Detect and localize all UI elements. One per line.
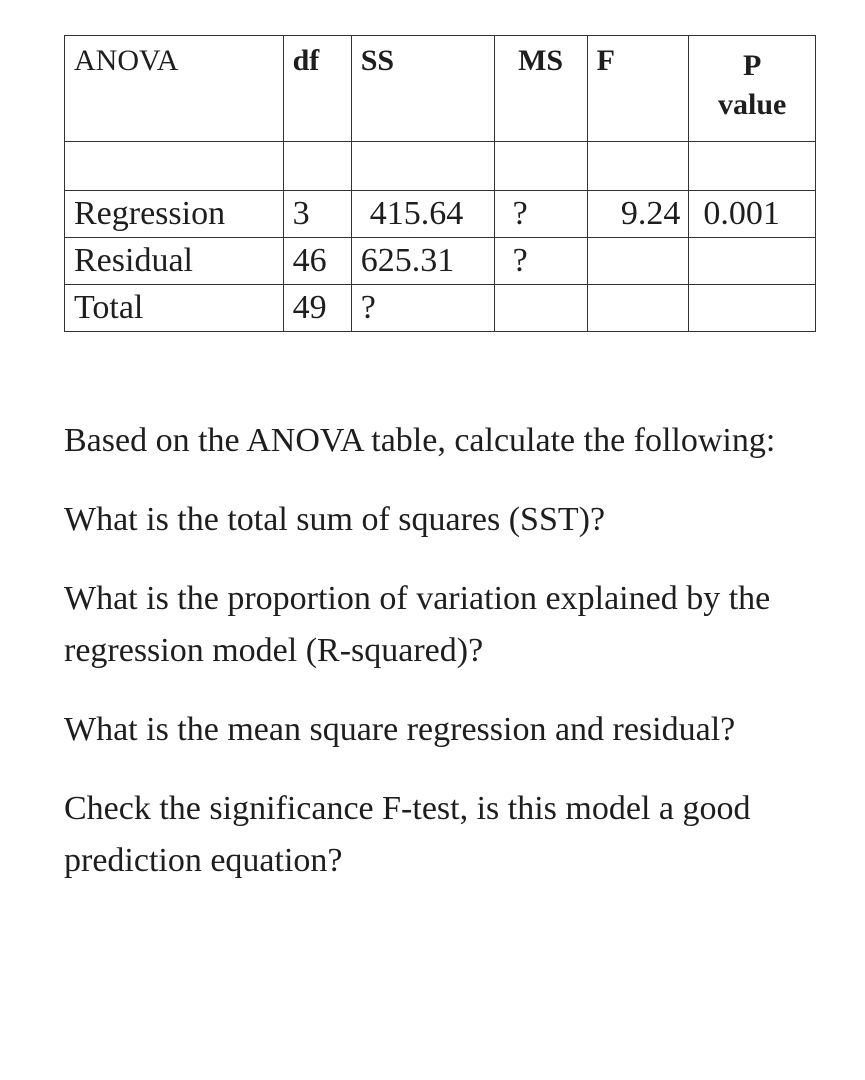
table-cell xyxy=(351,142,494,191)
table-cell xyxy=(689,142,816,191)
header-p-line1: P xyxy=(743,49,762,82)
table-row-residual xyxy=(65,238,816,285)
table-row-regression xyxy=(65,191,816,238)
header-f: F xyxy=(587,36,689,142)
header-source: ANOVA xyxy=(65,36,284,142)
question-mean-square: What is the mean square regression and residual? xyxy=(64,711,736,748)
table-cell xyxy=(283,142,351,191)
row-ss: 625.31 xyxy=(351,238,494,285)
instruction-text: Based on the ANOVA table, calculate the following: xyxy=(64,422,776,459)
row-ss: 415.64 xyxy=(351,191,494,238)
row-ss: ? xyxy=(351,285,494,332)
row-p: 0.001 xyxy=(689,191,816,238)
header-df: df xyxy=(283,36,351,142)
table-cell xyxy=(587,142,689,191)
anova-table xyxy=(64,35,816,332)
row-f: 9.24 xyxy=(587,191,689,238)
row-source: Residual xyxy=(65,238,284,285)
question-sst: What is the total sum of squares (SST)? xyxy=(64,501,606,538)
header-p-value xyxy=(689,36,816,142)
table-row-total xyxy=(65,285,816,332)
table-header-row xyxy=(65,36,816,142)
row-p xyxy=(689,285,816,332)
row-source: Total xyxy=(65,285,284,332)
table-cell xyxy=(65,142,284,191)
header-ss: SS xyxy=(351,36,494,142)
row-df: 49 xyxy=(283,285,351,332)
row-df: 3 xyxy=(283,191,351,238)
row-f xyxy=(587,238,689,285)
row-ms: ? xyxy=(494,238,587,285)
question-text xyxy=(64,415,804,914)
header-p-line2: value xyxy=(718,88,787,121)
row-f xyxy=(587,285,689,332)
table-cell xyxy=(494,142,587,191)
row-ms xyxy=(494,285,587,332)
row-ms: ? xyxy=(494,191,587,238)
row-df: 46 xyxy=(283,238,351,285)
header-ms: MS xyxy=(494,36,587,142)
row-p xyxy=(689,238,816,285)
question-r-squared: What is the proportion of variation explained by the regression model (R-squared)? xyxy=(64,580,771,669)
row-source: Regression xyxy=(65,191,284,238)
question-f-test: Check the significance F-test, is this model a good prediction equation? xyxy=(64,790,751,879)
table-blank-row xyxy=(65,142,816,191)
